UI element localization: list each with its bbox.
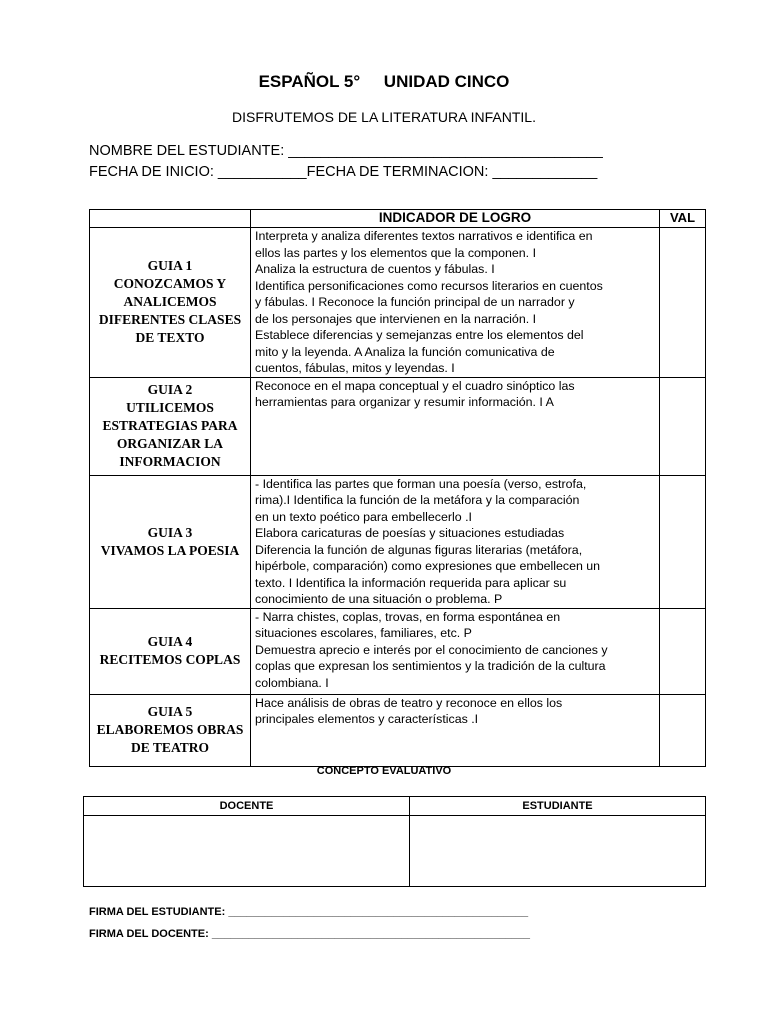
- table-row: [90, 694, 706, 766]
- indicador-line: situaciones escolares, familiares, etc. P: [255, 626, 472, 640]
- indicador-line: texto. I Identifica la información requerida para aplicar su: [255, 575, 567, 590]
- indicador-line: y fábulas. I Reconoce la función principal de un narrador y: [255, 295, 575, 309]
- teacher-signature-line: FIRMA DEL DOCENTE: ____________________________________________________: [89, 928, 530, 940]
- indicador-line: herramientas para organizar y resumir información. I A: [255, 395, 554, 409]
- indicador-cell: [251, 608, 660, 694]
- indicador-line: hipérbole, comparación) como expresiones que embellecen un: [255, 559, 601, 573]
- guia-line: GUIA 3: [147, 524, 193, 540]
- docente-cell: [84, 816, 410, 887]
- docente-header: DOCENTE: [84, 797, 410, 816]
- val-cell: [660, 694, 706, 766]
- indicador-line: en un texto poético para embellecerlo .I: [255, 509, 472, 524]
- concepto-evaluativo-title: CONCEPTO EVALUATIVO: [316, 765, 452, 777]
- val-cell: [660, 377, 706, 475]
- indicador-line: Reconoce en el mapa conceptual y el cuadro sinóptico las: [255, 378, 575, 393]
- guia-line: RECITEMOS COPLAS: [99, 652, 241, 667]
- unit-subtitle: DISFRUTEMOS DE LA LITERATURA INFANTIL.: [232, 109, 536, 125]
- guia-cell: [90, 377, 251, 475]
- indicador-line: coplas que expresan los sentimientos y la tradición de la cultura: [255, 659, 606, 673]
- indicador-line: ellos las partes y los elementos que la componen. I: [255, 245, 537, 260]
- achievement-indicators-table: [89, 209, 706, 767]
- indicador-line: Diferencia la función de algunas figuras literarias (metáfora,: [255, 542, 583, 557]
- guia-line: DIFERENTES CLASES: [98, 312, 242, 328]
- val-cell: [660, 475, 706, 608]
- table-row: [90, 608, 706, 694]
- estudiante-header: ESTUDIANTE: [410, 797, 706, 816]
- table-row: [90, 475, 706, 608]
- page-title: ESPAÑOL 5° UNIDAD CINCO: [258, 72, 510, 91]
- val-cell: [660, 608, 706, 694]
- table-row: [90, 377, 706, 475]
- indicador-line: - Narra chistes, coplas, trovas, en forma espontánea en: [255, 609, 561, 624]
- val-cell: [660, 228, 706, 378]
- indicador-cell: [251, 377, 660, 475]
- evaluation-table: [83, 796, 706, 887]
- guia-line: CONOZCAMOS Y: [113, 276, 227, 292]
- guia-line: UTILICEMOS: [126, 400, 214, 415]
- student-name-line: NOMBRE DEL ESTUDIANTE: _______________________________________: [89, 143, 603, 159]
- indicador-line: de los personajes que intervienen en la narración. I: [255, 311, 537, 326]
- indicador-cell: [251, 475, 660, 608]
- indicador-line: Hace análisis de obras de teatro y reconoce en ellos los: [255, 695, 563, 710]
- guia-line: GUIA 1: [147, 258, 193, 274]
- guia-cell: [90, 694, 251, 766]
- guia-line: VIVAMOS LA POESIA: [100, 542, 240, 558]
- table-row: [90, 228, 706, 378]
- guia-line: ANALICEMOS: [123, 294, 217, 310]
- guia-line: GUIA 5: [147, 704, 193, 719]
- dates-line: FECHA DE INICIO: ___________FECHA DE TERMINACION: _____________: [89, 164, 598, 180]
- indicador-line: principales elementos y características .I: [255, 712, 479, 726]
- indicador-line: conocimiento de una situación o problema. P: [255, 592, 503, 606]
- indicador-line: - Identifica las partes que forman una poesía (verso, estrofa,: [255, 476, 587, 491]
- guia-line: ORGANIZAR LA: [116, 436, 224, 451]
- indicador-line: Interpreta y analiza diferentes textos narrativos e identifica en: [255, 229, 593, 243]
- guia-line: ESTRATEGIAS PARA: [102, 418, 238, 433]
- indicador-line: mito y la leyenda. A Analiza la función comunicativa de: [255, 344, 555, 359]
- guia-line: GUIA 4: [147, 634, 193, 649]
- indicador-cell: [251, 228, 660, 378]
- estudiante-cell: [410, 816, 706, 887]
- guia-cell: [90, 608, 251, 694]
- indicador-line: Demuestra aprecio e interés por el conocimiento de canciones y: [255, 642, 608, 657]
- student-signature-line: FIRMA DEL ESTUDIANTE: _________________________________________________: [89, 906, 529, 918]
- guia-line: ELABOREMOS OBRAS: [96, 722, 244, 737]
- guia-line: GUIA 2: [147, 382, 193, 397]
- guia-cell: [90, 228, 251, 378]
- indicador-line: cuentos, fábulas, mitos y leyendas. I: [255, 361, 455, 375]
- header-indicador: INDICADOR DE LOGRO: [251, 210, 660, 228]
- guia-line: DE TEXTO: [135, 330, 205, 346]
- indicador-line: rima).I Identifica la función de la metáfora y la comparación: [255, 493, 580, 507]
- indicador-line: Analiza la estructura de cuentos y fábulas. I: [255, 262, 495, 276]
- guia-cell: [90, 475, 251, 608]
- table-corner-cell: [90, 210, 251, 228]
- header-val: VAL: [660, 210, 706, 228]
- indicador-cell: [251, 694, 660, 766]
- guia-line: INFORMACION: [119, 454, 221, 469]
- guia-line: DE TEATRO: [131, 740, 209, 755]
- indicador-line: colombiana. I: [255, 675, 329, 690]
- indicador-line: Identifica personificaciones como recursos literarios en cuentos: [255, 278, 603, 293]
- indicador-line: Establece diferencias y semejanzas entre los elementos del: [255, 328, 584, 342]
- indicador-line: Elabora caricaturas de poesías y situaciones estudiadas: [255, 526, 565, 540]
